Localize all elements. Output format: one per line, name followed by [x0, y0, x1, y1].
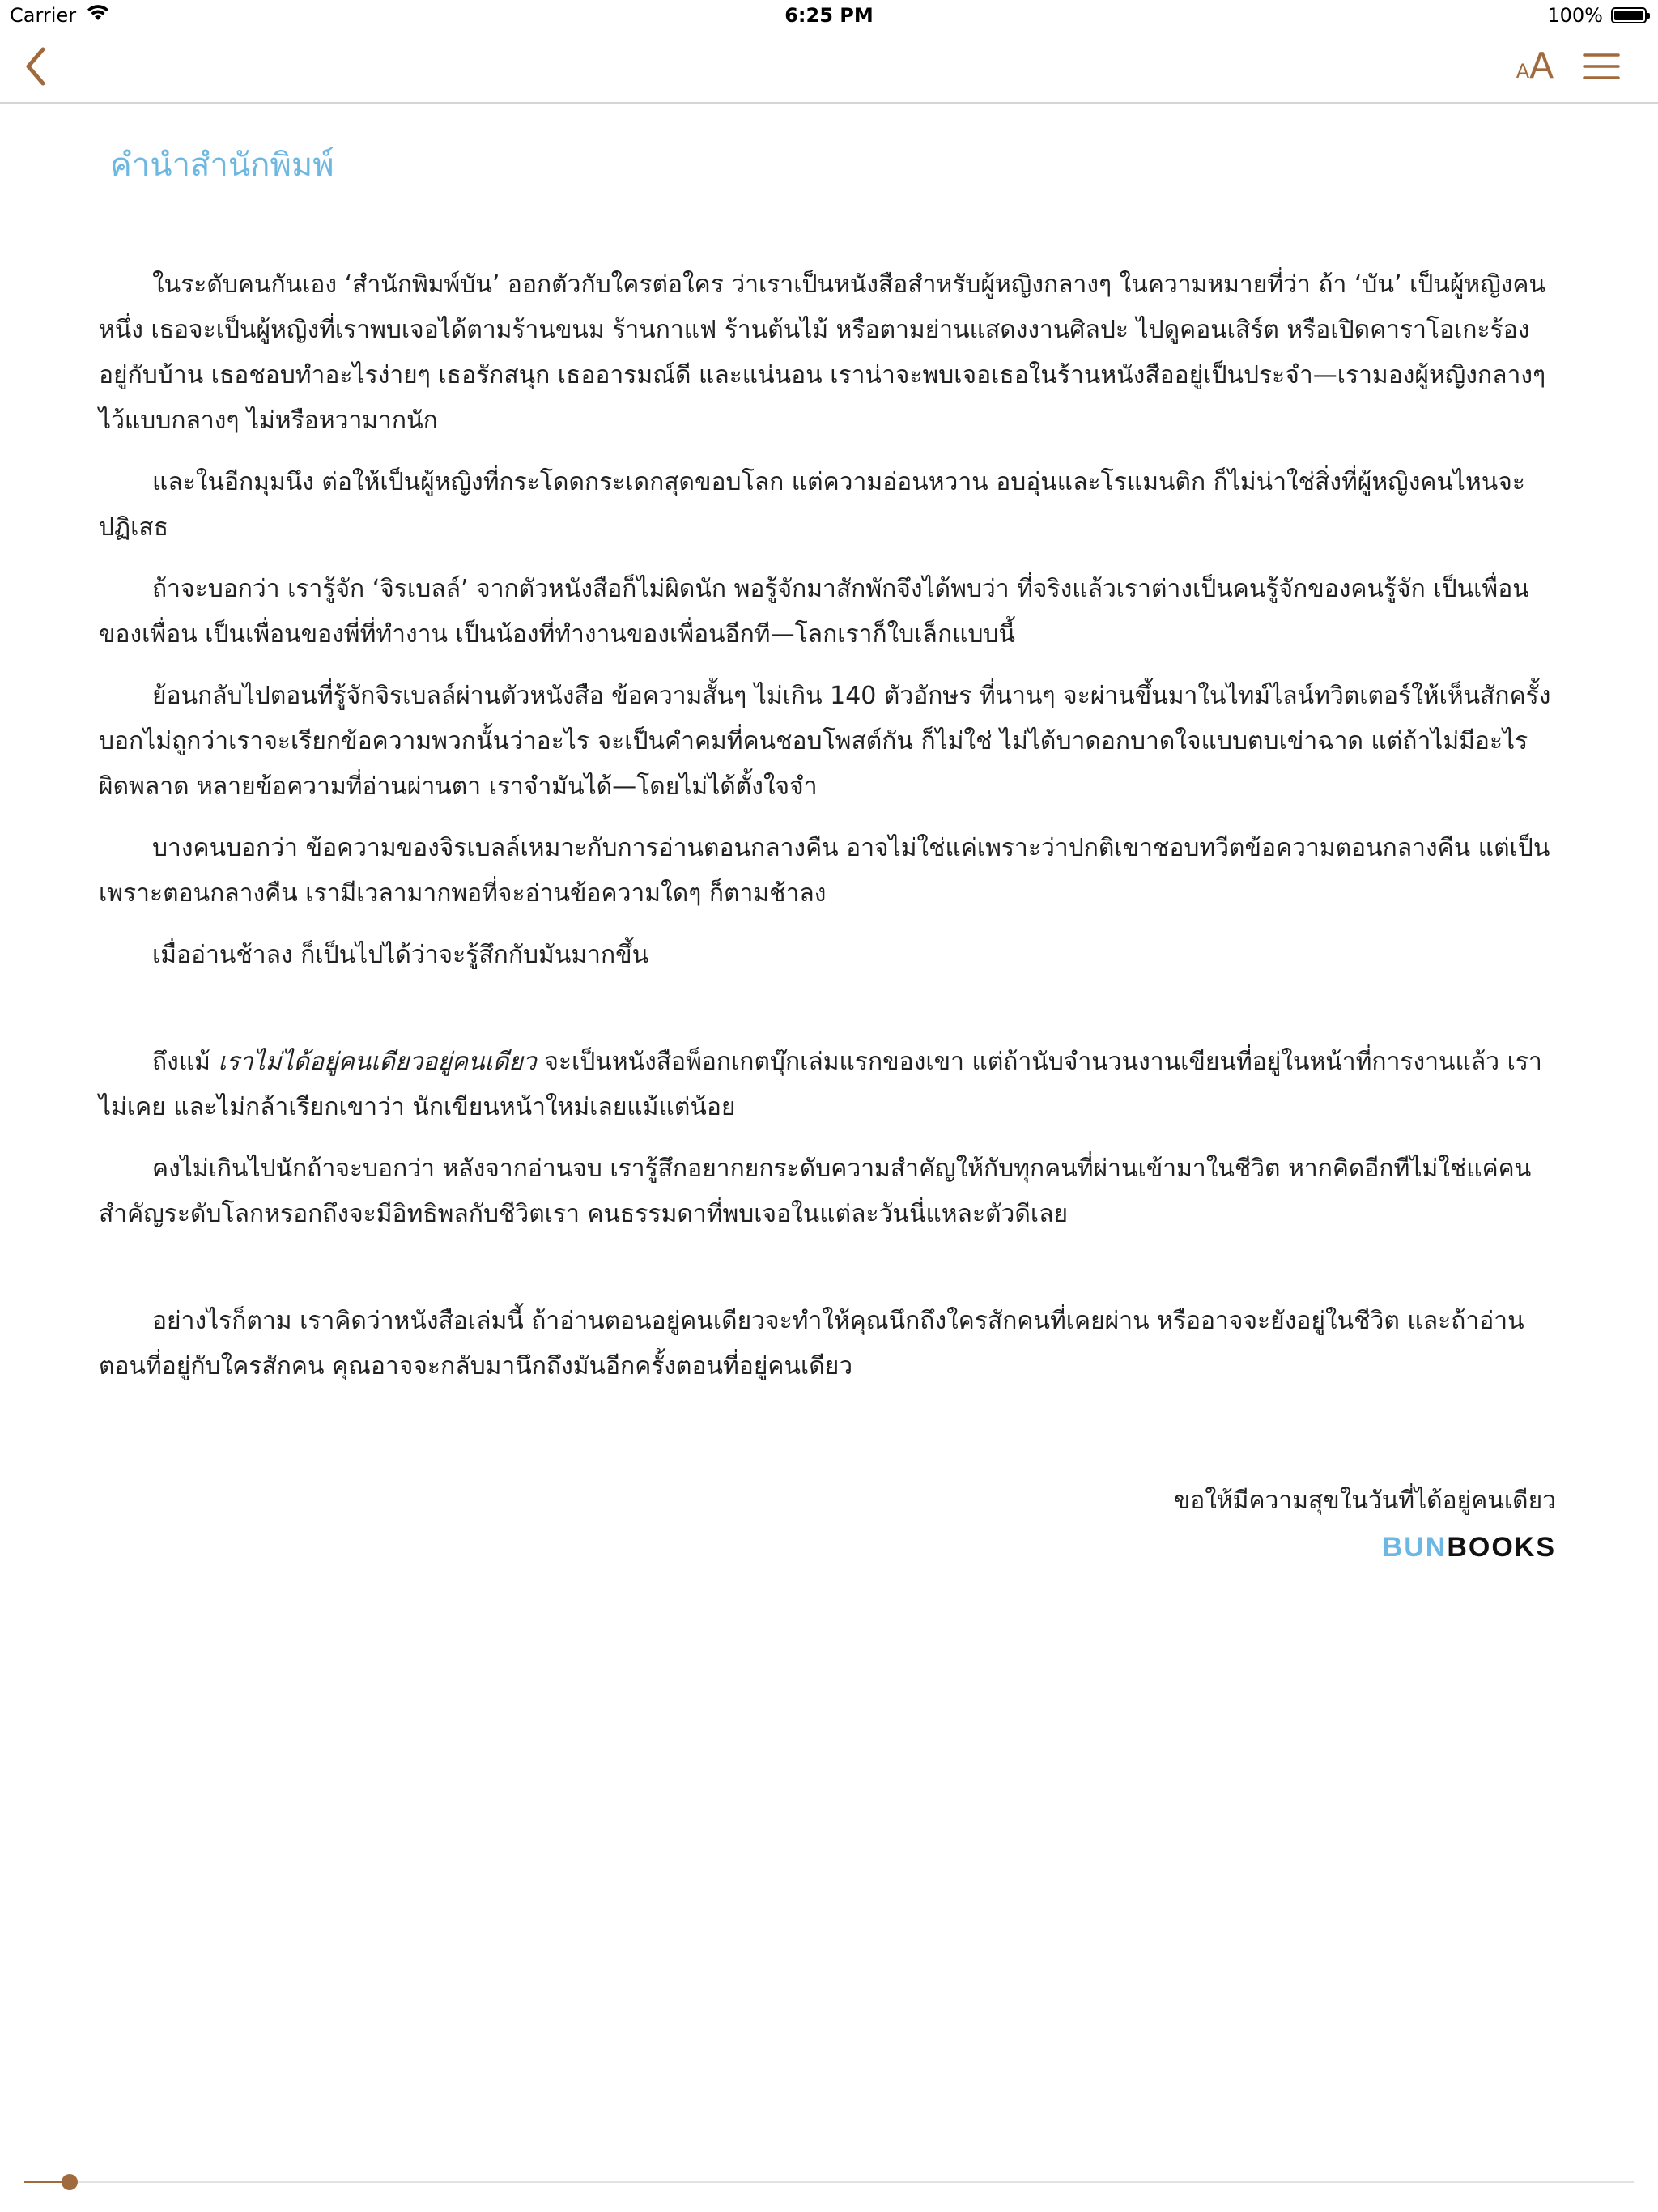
- paragraph: ในระดับคนกันเอง ‘สำนักพิมพ์บัน’ ออกตัวกับใครต่อใคร ว่าเราเป็นหนังสือสำหรับผู้หญิงกลางๆ ในความหมายที่ว่า ถ้า ‘บัน’ เป็นผู้หญิงคนหนึ่ง เธอจะเป็นผู้หญิงที่เราพบเจอได้ตามร้านขนม ร้านกาแฟ ร้านต้นไม้ หรือตามย่านแสดงงานศิลปะ ไปดูคอนเสิร์ต หรือเปิดคาราโอเกะร้องอยู่กับบ้าน เธอชอบทำอะไรง่ายๆ เธอรักสนุก เธออารมณ์ดี และแน่นอน เราน่าจะพบเจอเธอในร้านหนังสืออยู่เป็นประจำ—เรามองผู้หญิงกลางๆ ไว้แบบกลางๆ ไม่หรือหวามากนัก: [99, 270, 1546, 435]
- status-right: [1547, 4, 1647, 27]
- closing-line: ขอให้มีความสุขในวันที่ได้อยู่คนเดียว: [1173, 1487, 1556, 1515]
- reading-progress-slider[interactable]: [24, 2181, 1634, 2183]
- paragraph-gap: [99, 994, 1556, 1040]
- paragraph: คงไม่เกินไปนักถ้าจะบอกว่า หลังจากอ่านจบ เรารู้สึกอยากยกระดับความสำคัญให้กับทุกคนที่ผ่านเข้ามาในชีวิต หากคิดอีกทีไม่ใช่แค่คนสำคัญระดับโลกหรอกถึงจะมีอิทธิพลกับชีวิตเรา คนธรรมดาที่พบเจอในแต่ละวันนี่แหละตัวดีเลย: [99, 1155, 1532, 1228]
- chapter-title: คำนำสำนักพิมพ์: [110, 147, 334, 184]
- chapter-body: [99, 262, 1556, 1389]
- font-small-glyph: A: [1516, 60, 1530, 83]
- book-title-italic: เราไม่ได้อยู่คนเดียวอยู่คนเดียว: [218, 1048, 537, 1076]
- menu-button[interactable]: [1579, 44, 1624, 89]
- battery-icon: [1611, 7, 1647, 23]
- status-time: 6:25 PM: [784, 4, 874, 27]
- paragraph: เมื่ออ่านช้าลง ก็เป็นไปได้ว่าจะรู้สึกกับมันมากขึ้น: [152, 941, 649, 969]
- chevron-left-icon: [23, 46, 48, 87]
- paragraph-suffix: จะเป็นหนังสือพ็อกเกตบุ๊กเล่มแรกของเขา แต่ถ้านับจำนวนงานเขียนที่อยู่ในหน้าที่การงานแล้ว เราไม่เคย และไม่กล้าเรียกเขาว่า นักเขียนหน้าใหม่เลยแม้แต่น้อย: [99, 1048, 1542, 1121]
- paragraph: อย่างไรก็ตาม เราคิดว่าหนังสือเล่มนี้ ถ้าอ่านตอนอยู่คนเดียวจะทำให้คุณนึกถึงใครสักคนที่เคยผ่าน หรืออาจจะยังอยู่ในชีวิต และถ้าอ่านตอนที่อยู่กับใครสักคน คุณอาจจะกลับมานึกถึงมันอีกครั้งตอนที่อยู่คนเดียว: [99, 1307, 1524, 1380]
- carrier-label: Carrier: [10, 4, 77, 27]
- battery-percent: 100%: [1547, 4, 1603, 27]
- paragraph: และในอีกมุมนึง ต่อให้เป็นผู้หญิงที่กระโดดกระเดกสุดขอบโลก แต่ความอ่อนหวาน อบอุ่นและโรแมนติก ก็ไม่น่าใช่สิ่งที่ผู้หญิงคนไหนจะปฏิเสธ: [99, 468, 1525, 542]
- status-bar: [0, 0, 1658, 32]
- logo-books: BOOKS: [1447, 1532, 1556, 1563]
- reader-toolbar: [0, 32, 1658, 104]
- battery-fill: [1614, 11, 1643, 20]
- paragraph-prefix: ถึงแม้: [152, 1048, 219, 1076]
- font-size-button[interactable]: [1511, 44, 1559, 89]
- paragraph: ย้อนกลับไปตอนที่รู้จักจิรเบลล์ผ่านตัวหนังสือ ข้อความสั้นๆ ไม่เกิน 140 ตัวอักษร ที่นานๆ จะผ่านขึ้นมาในไทม์ไลน์ทวิตเตอร์ให้เห็นสักครั้ง บอกไม่ถูกว่าเราจะเรียกข้อความพวกนั้นว่าอะไร จะเป็นคำคมที่คนชอบโพสต์กัน ก็ไม่ใช่ ไม่ได้บาดอกบาดใจแบบตบเข่าฉาด แต่ถ้าไม่มีอะไรผิดพลาด หลายข้อความที่อ่านผ่านตา เราจำมันได้—โดยไม่ได้ตั้งใจจำ: [99, 682, 1551, 801]
- back-button[interactable]: [13, 44, 58, 89]
- paragraph-with-book-title: [99, 1040, 1556, 1130]
- paragraph: บางคนบอกว่า ข้อความของจิรเบลล์เหมาะกับการอ่านตอนกลางคืน อาจไม่ใช่แค่เพราะว่าปกติเขาชอบทวีตข้อความตอนกลางคืน แต่เป็นเพราะตอนกลางคืน เรามีเวลามากพอที่จะอ่านข้อความใดๆ ก็ตามช้าลง: [99, 834, 1550, 908]
- font-large-glyph: A: [1529, 45, 1554, 87]
- paragraph-gap: [99, 1253, 1556, 1299]
- paragraph: ถ้าจะบอกว่า เรารู้จัก ‘จิรเบลล์’ จากตัวหนังสือก็ไม่ผิดนัก พอรู้จักมาสักพักจึงได้พบว่า ที่จริงแล้วเราต่างเป็นคนรู้จักของคนรู้จัก เป็นเพื่อนของเพื่อน เป็นเพื่อนของพี่ที่ทำงาน เป็นน้องที่ทำงานของเพื่อนอีกที—โลกเราก็ใบเล็กแบบนี้: [99, 575, 1529, 649]
- publisher-logo: [99, 1532, 1556, 1563]
- hamburger-menu-icon: [1583, 52, 1620, 81]
- reading-progress-handle[interactable]: [62, 2174, 78, 2190]
- logo-bun: BUN: [1382, 1532, 1448, 1563]
- reader-content: [99, 102, 1556, 1563]
